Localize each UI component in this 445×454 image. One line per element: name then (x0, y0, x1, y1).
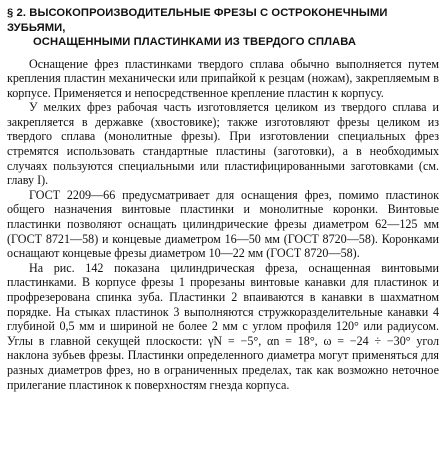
paragraph-3: ГОСТ 2209—66 предусматривает для оснащения фрез, помимо пластинок общего назначения винтовые пластинки и монолитные коронки. Винтовые пластинки позволяют оснащать цилиндрические фрезы диаметром 62—125 мм (ГОСТ 8721—58) и концевые диаметром 16—50 мм (ГОСТ 8720—58). Коронками оснащают концевые фрезы диаметром 10—22 мм (ГОСТ 8720—58). (7, 187, 439, 261)
section-heading-line1: § 2. ВЫСОКОПРОИЗВОДИТЕЛЬНЫЕ ФРЕЗЫ С ОСТРОКОНЕЧНЫМИ ЗУБЬЯМИ, (7, 7, 388, 34)
section-heading-line2: ОСНАЩЕННЫМИ ПЛАСТИНКАМИ ИЗ ТВЕРДОГО СПЛАВА (33, 36, 357, 48)
paragraph-4: На рис. 142 показана цилиндрическая фреза, оснащенная винтовыми пластинками. В корпусе фрезы 1 прорезаны винтовые канавки для пластинок и профрезерована спинка зуба. Пластинки 2 впаиваются в канавки в шахматном порядке. На стыках пластинок 3 выполняются стружкоразделительные канавки 4 глубиной 0,5 мм и шириной не более 2 мм с углом профиля 120° или радиусом. Углы в главной секущей плоскости: γN = −5°, αn = 18°, ω = −24 ÷ −30° угол наклона зубьев фрезы. Пластинки определенного диаметра могут применяться для разных диаметров фрез, но в ограниченных пределах, так как возможно неточное прилегание пластинок к поверхностям гнезда корпуса. (7, 260, 439, 392)
paragraph-1: Оснащение фрез пластинками твердого сплава обычно выполняется путем крепления пластин механически или припайкой к резцам (ножам), закрепляемым в корпусе. Применяется и непосредственное крепление пластин к корпусу. (7, 56, 439, 100)
paragraph-2: У мелких фрез рабочая часть изготовляется целиком из твердого сплава и закрепляется в державке (хвостовике); также изготовляют фрезы целиком из твердого сплава (монолитные фрезы). При изготовлении специальных фрез стремятся использовать стандартные пластины (заготовки), а в необходимых случаях пользуются специальными или пластифицированными заготовками (см. главу I). (7, 100, 439, 188)
section-heading (7, 6, 439, 50)
